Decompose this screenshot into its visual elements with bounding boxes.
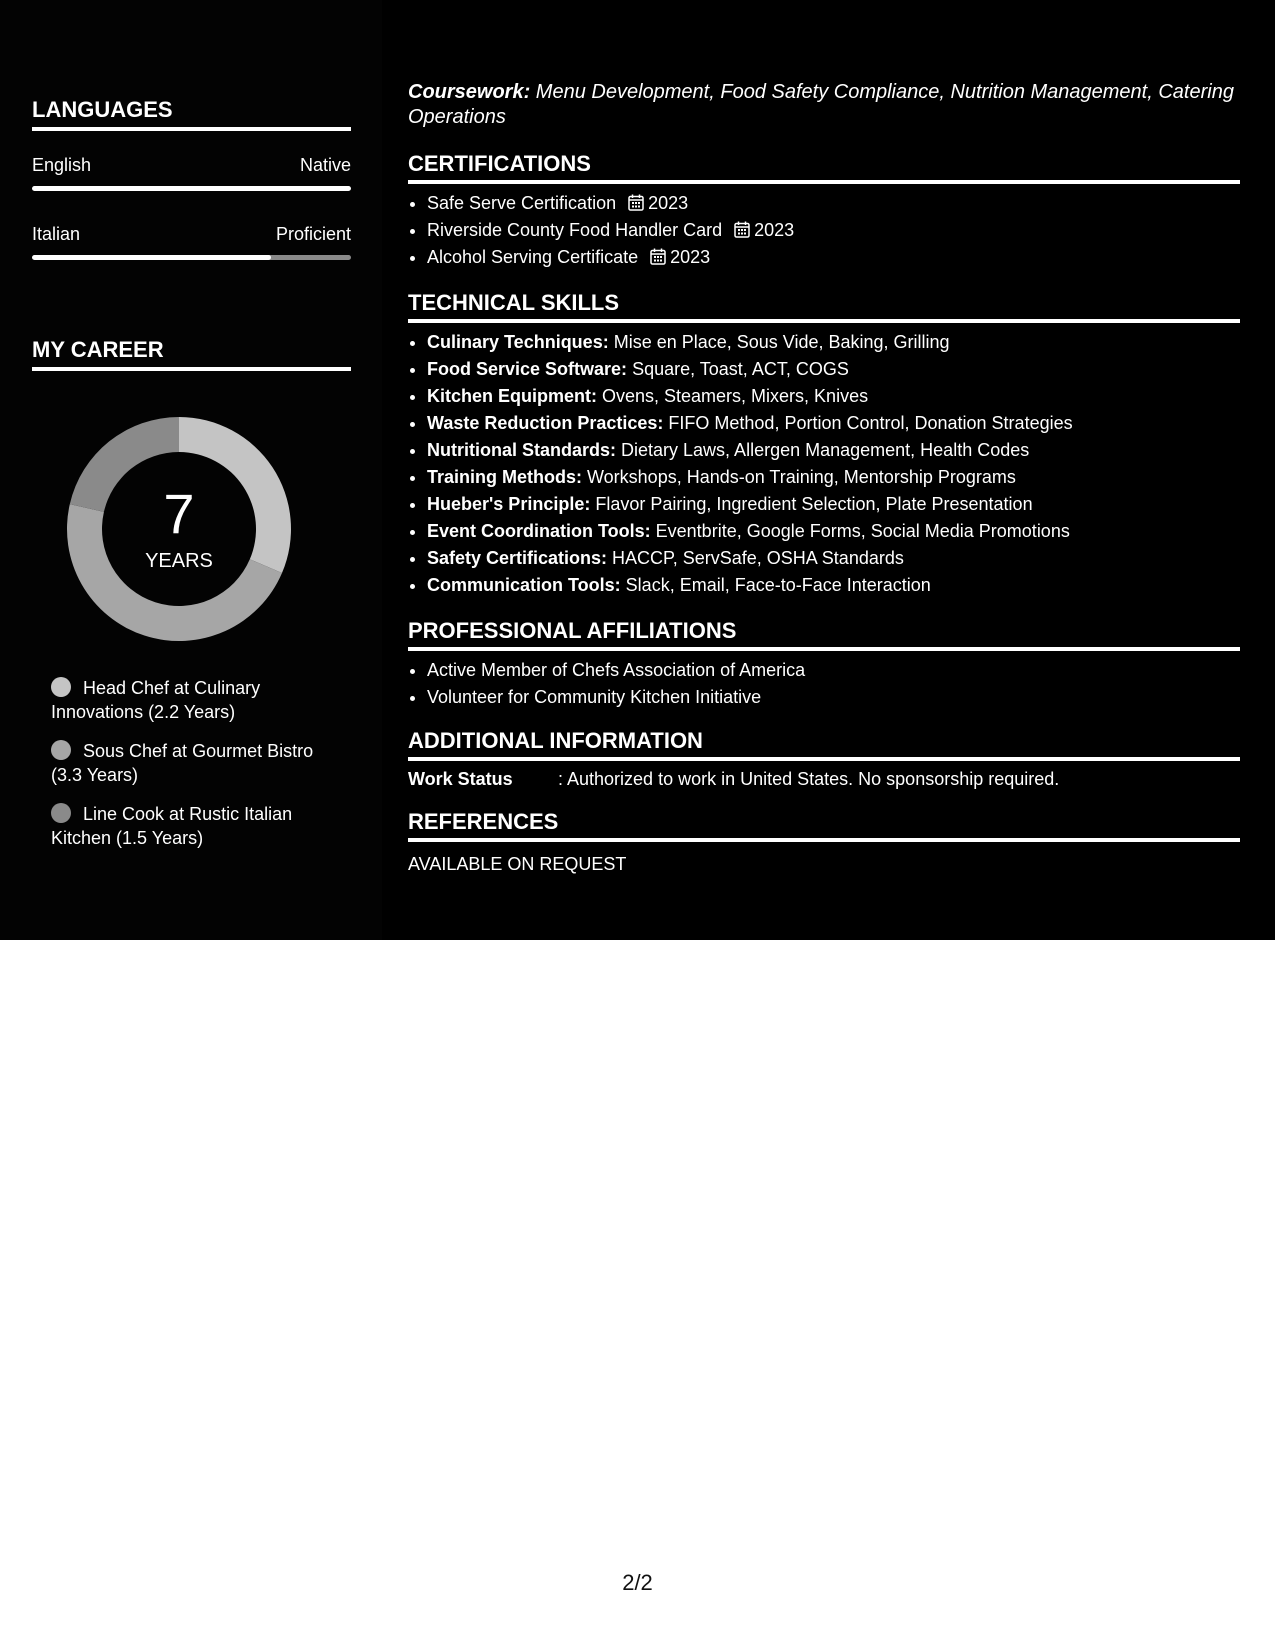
skill-value: Slack, Email, Face-to-Face Interaction xyxy=(620,575,931,595)
language-level: Proficient xyxy=(275,224,351,244)
coursework-text: Menu Development, Food Safety Compliance, Nutrition Management, Catering Operations xyxy=(408,81,1234,128)
languages-heading: LANGUAGES xyxy=(32,97,351,131)
skill-value: Square, Toast, ACT, COGS xyxy=(627,359,849,379)
references-heading: REFERENCES xyxy=(408,809,1240,842)
skill-value: Workshops, Hands-on Training, Mentorship Programs xyxy=(582,467,1016,487)
skill-item xyxy=(427,464,1259,491)
skill-item xyxy=(427,491,1259,518)
skill-label: Event Coordination Tools: xyxy=(427,521,651,541)
language-bar-fill xyxy=(32,186,351,191)
career-total-years: 7 xyxy=(163,482,195,545)
certification-year: 2023 xyxy=(648,193,689,213)
career-donut-center xyxy=(66,416,292,642)
legend-dot-icon xyxy=(51,740,71,760)
skill-value: Eventbrite, Google Forms, Social Media Promotions xyxy=(650,521,1070,541)
certification-item xyxy=(427,244,1259,271)
certification-name: Alcohol Serving Certificate xyxy=(427,247,639,267)
certification-item xyxy=(427,217,1259,244)
skill-value: Dietary Laws, Allergen Management, Health Codes xyxy=(616,440,1030,460)
work-status-label: Work Status xyxy=(408,769,513,789)
coursework xyxy=(408,80,1240,130)
career-legend-item xyxy=(51,802,341,850)
language-bar-english xyxy=(32,186,351,191)
skill-value: Flavor Pairing, Ingredient Selection, Plate Presentation xyxy=(590,494,1033,514)
calendar-icon xyxy=(734,221,750,238)
skill-label: Kitchen Equipment: xyxy=(427,386,597,406)
technical-skills-list xyxy=(408,329,1259,599)
skill-item xyxy=(427,437,1259,464)
skill-value: Ovens, Steamers, Mixers, Knives xyxy=(597,386,869,406)
legend-dot-icon xyxy=(51,803,71,823)
skill-item xyxy=(427,545,1259,572)
affiliations-list xyxy=(408,657,1259,711)
calendar-icon xyxy=(628,194,644,211)
skill-item xyxy=(427,518,1259,545)
skill-label: Training Methods: xyxy=(427,467,582,487)
language-bar-fill xyxy=(32,255,271,260)
skill-value: FIFO Method, Portion Control, Donation Strategies xyxy=(663,413,1073,433)
skill-label: Communication Tools: xyxy=(427,575,621,595)
legend-dot-icon xyxy=(51,677,71,697)
work-status-row xyxy=(408,769,1059,790)
references-text: AVAILABLE ON REQUEST xyxy=(408,854,627,874)
certification-name: Riverside County Food Handler Card xyxy=(427,220,723,240)
coursework-label: Coursework: xyxy=(408,81,531,103)
language-name: Italian xyxy=(32,224,81,244)
language-row-english xyxy=(32,155,351,176)
career-legend-label: Head Chef at Culinary Innovations (2.2 Years) xyxy=(51,678,261,722)
skill-value: HACCP, ServSafe, OSHA Standards xyxy=(607,548,904,568)
career-heading: MY CAREER xyxy=(32,337,351,371)
skill-label: Nutritional Standards: xyxy=(427,440,617,460)
career-legend-item xyxy=(51,676,341,724)
affiliations-heading: PROFESSIONAL AFFILIATIONS xyxy=(408,618,1240,651)
career-total-unit: YEARS xyxy=(145,550,213,572)
skill-label: Culinary Techniques: xyxy=(427,332,609,352)
certification-year: 2023 xyxy=(754,220,795,240)
skill-item xyxy=(427,329,1259,356)
skill-item xyxy=(427,572,1259,599)
skill-label: Waste Reduction Practices: xyxy=(427,413,664,433)
certification-year: 2023 xyxy=(670,247,711,267)
language-name: English xyxy=(32,155,92,175)
skill-label: Safety Certifications: xyxy=(427,548,608,568)
language-bar-italian xyxy=(32,255,351,260)
work-status-value: : Authorized to work in United States. No sponsorship required. xyxy=(558,769,1060,789)
career-legend-item xyxy=(51,739,341,787)
technical-skills-heading: TECHNICAL SKILLS xyxy=(408,290,1240,323)
additional-info-heading: ADDITIONAL INFORMATION xyxy=(408,728,1240,761)
page-number: 2/2 xyxy=(622,1570,653,1595)
skill-value: Mise en Place, Sous Vide, Baking, Grilling xyxy=(608,332,950,352)
certification-name: Safe Serve Certification xyxy=(427,193,617,213)
certification-item xyxy=(427,190,1259,217)
skill-label: Hueber's Principle: xyxy=(427,494,591,514)
affiliation-item: • Volunteer for Community Kitchen Initiative xyxy=(427,684,1259,711)
career-legend-label: Sous Chef at Gourmet Bistro (3.3 Years) xyxy=(51,741,314,785)
skill-item xyxy=(427,356,1259,383)
certifications-list xyxy=(408,190,1259,271)
career-donut-chart xyxy=(66,416,292,642)
calendar-icon xyxy=(650,248,666,265)
career-legend-label: Line Cook at Rustic Italian Kitchen (1.5 Years) xyxy=(51,804,293,848)
skill-item xyxy=(427,383,1259,410)
skill-label: Food Service Software: xyxy=(427,359,628,379)
language-row-italian xyxy=(32,224,351,245)
language-level: Native xyxy=(299,155,351,175)
affiliation-item: • Active Member of Chefs Association of America xyxy=(427,657,1259,684)
skill-item xyxy=(427,410,1259,437)
certifications-heading: CERTIFICATIONS xyxy=(408,151,1240,184)
